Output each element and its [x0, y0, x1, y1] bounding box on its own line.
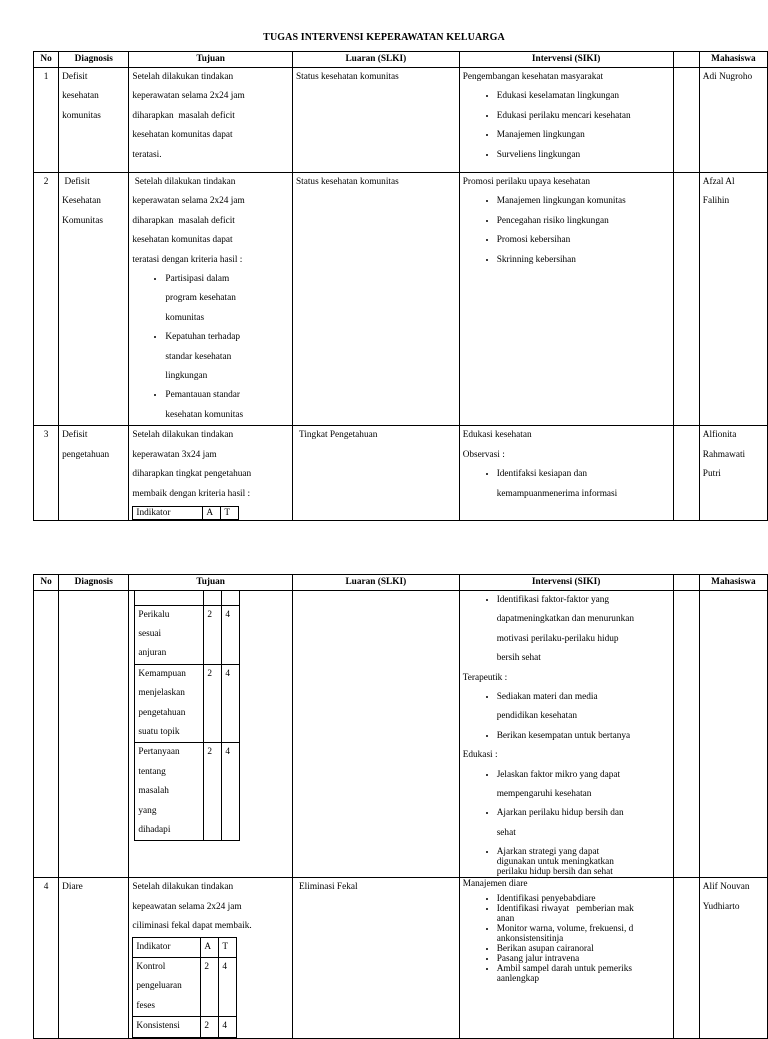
- indicator-row: [135, 605, 240, 664]
- list-item: [497, 924, 670, 944]
- list-item: [497, 954, 670, 964]
- luaran-text: Status kesehatan komunitas: [295, 177, 399, 187]
- blank-cell: [673, 68, 699, 173]
- blank-cell: [673, 426, 699, 521]
- indicator-header-row: [133, 937, 237, 957]
- indicator-line: dihadapi: [138, 824, 171, 835]
- indicator-a: 2: [201, 957, 219, 1016]
- indicator-line: Konsistensi: [136, 1021, 180, 1032]
- tujuan-line: diharapkan tingkat pengetahuan: [132, 469, 252, 480]
- list-item: • Edukasi perilaku mencari kesehatan: [497, 107, 670, 126]
- tujuan-line: keperawatan selama 2x24 jam: [132, 91, 245, 102]
- indicator-line: anjuran: [138, 648, 167, 659]
- list-line: • Identifikasi faktor-faktor yang: [496, 595, 610, 605]
- terapeutik-list: [463, 688, 670, 746]
- mahasiswa-cell: [699, 173, 767, 426]
- mahasiswa-cell: [699, 591, 767, 878]
- tujuan-line: kesehatan komunitas dapat: [132, 235, 233, 246]
- table-row: [34, 68, 768, 173]
- intervensi-list: [463, 465, 670, 504]
- indicator-name: [133, 1017, 201, 1037]
- indicator-table: [134, 591, 240, 842]
- tujuan-line: diharapkan masalah deficit: [132, 215, 235, 226]
- intervention-table-page1: [33, 51, 768, 521]
- tujuan-cell: [129, 878, 293, 1038]
- diagnosis-cell: [59, 173, 129, 426]
- tujuan-line: Setelah dilakukan tindakan: [132, 430, 234, 441]
- indicator-row: [133, 957, 237, 1016]
- tujuan-cell: [129, 426, 293, 521]
- luaran-cell: [292, 173, 459, 426]
- list-item: • Edukasi keselamatan lingkungan: [497, 87, 670, 106]
- row-number: 4: [34, 878, 59, 1038]
- indicator-line: suatu topik: [138, 726, 180, 737]
- indicator-name: [135, 605, 204, 664]
- edukasi-list: [463, 766, 670, 844]
- observasi-list: [463, 591, 670, 669]
- tujuan-line: Setelah dilakukan tindakan: [132, 72, 234, 82]
- diagnosis-cell: [59, 426, 129, 521]
- indicator-header: Indikator: [133, 506, 203, 519]
- list-line: • Berikan asupan cairanoral: [496, 944, 594, 955]
- intervensi-heading: Manajemen diare: [462, 879, 528, 890]
- list-line: aanlengkap: [496, 974, 540, 985]
- list-line: motivasi perilaku-perilaku hidup: [496, 633, 619, 644]
- tujuan-cell: [129, 68, 293, 173]
- tujuan-line: teratasi.: [132, 149, 162, 160]
- intervensi-cell: [459, 173, 673, 426]
- list-line: • Identifaksi kesiapan dan: [496, 469, 588, 480]
- list-item: [497, 944, 670, 954]
- list-line: kesehatan komunitas: [165, 409, 244, 420]
- luaran-text: Tingkat Pengetahuan: [298, 430, 378, 441]
- luaran-cell: [292, 68, 459, 173]
- table-row-continuation: [34, 591, 768, 878]
- list-line: sehat: [496, 827, 516, 838]
- indicator-name: [135, 743, 204, 841]
- terapeutik-label: Terapeutik :: [462, 672, 508, 683]
- intervensi-heading: Promosi perilaku upaya kesehatan: [462, 177, 590, 187]
- mahasiswa-name-line: Alif Nouvan: [702, 882, 750, 893]
- indicator-header: A: [203, 506, 221, 519]
- list-line: digunakan untuk meningkatkan: [496, 857, 614, 868]
- blank-cell: [673, 173, 699, 426]
- header-blank: [673, 52, 699, 68]
- indicator-t: 4: [222, 605, 240, 664]
- indicator-row: [133, 1017, 237, 1037]
- indicator-header: A: [201, 937, 219, 957]
- header-mahasiswa: Mahasiswa: [699, 52, 767, 68]
- intervention-table-page2: [33, 574, 768, 1039]
- diagnosis-line: pengetahuan: [62, 449, 110, 460]
- list-line: program kesehatan: [165, 293, 236, 304]
- header-no: No: [34, 575, 59, 591]
- diagnosis-line: Kesehatan: [62, 196, 101, 207]
- list-line: • Berikan kesempatan untuk bertanya: [496, 730, 631, 741]
- diagnosis-line: Diare: [62, 882, 83, 893]
- indicator-name: [133, 957, 201, 1016]
- tujuan-line: kepeawatan selama 2x24 jam: [132, 901, 242, 912]
- tujuan-line: Setelah dilakukan tindakan: [132, 177, 236, 187]
- row-number: 2: [34, 173, 59, 426]
- list-item: [497, 964, 670, 984]
- list-line: • Sediakan materi dan media: [496, 692, 598, 703]
- intervensi-cell: [459, 68, 673, 173]
- indicator-line: Kontrol: [136, 961, 166, 972]
- mahasiswa-name-line: Rahmawati: [702, 449, 746, 460]
- indicator-line: masalah: [138, 786, 169, 797]
- mahasiswa-name-line: Alfionita: [702, 430, 737, 441]
- mahasiswa-name-line: Yudhiarto: [702, 901, 740, 912]
- diagnosis-line: kesehatan: [62, 91, 99, 102]
- intervensi-cell: [459, 878, 673, 1038]
- table-header-row: [34, 52, 768, 68]
- indicator-line: sesuai: [138, 628, 162, 639]
- luaran-cell: [292, 426, 459, 521]
- diagnosis-line: Defisit: [62, 177, 90, 187]
- intervensi-cell: [459, 591, 673, 878]
- intervensi-list: [463, 894, 670, 984]
- list-item: • Pencegahan risiko lingkungan: [497, 212, 670, 231]
- indicator-row: [135, 664, 240, 743]
- diagnosis-cell: [59, 878, 129, 1038]
- list-line: • Pemantauan standar: [165, 390, 241, 401]
- tujuan-line: membaik dengan kriteria hasil :: [132, 488, 251, 499]
- diagnosis-cell: [59, 68, 129, 173]
- list-line: komunitas: [165, 312, 205, 323]
- diagnosis-line: Komunitas: [62, 215, 103, 226]
- luaran-cell: [292, 878, 459, 1038]
- table-row: [34, 426, 768, 521]
- indicator-line: Perikalu: [138, 609, 170, 620]
- list-item: • Skrinning kebersihan: [497, 251, 670, 270]
- list-line: • Pasang jalur intravena: [496, 954, 580, 965]
- mahasiswa-cell: [699, 426, 767, 521]
- list-line: mempengaruhi kesehatan: [496, 789, 592, 800]
- indicator-line: Pertanyaan: [138, 747, 180, 758]
- list-line: • Identifikasi penyebabdiare: [496, 894, 596, 905]
- list-line: standar kesehatan: [165, 351, 232, 362]
- list-line: perilaku hidup bersih dan sehat: [496, 867, 613, 878]
- diagnosis-cell: [59, 591, 129, 878]
- indicator-header: Indikator: [133, 937, 201, 957]
- list-line: • Monitor warna, volume, frekuensi, d: [496, 924, 634, 935]
- mahasiswa-name-line: Falihin: [702, 196, 730, 207]
- indicator-table: [132, 506, 239, 520]
- indicator-line: feses: [136, 1000, 155, 1011]
- list-line: • Jelaskan faktor mikro yang dapat: [496, 769, 621, 780]
- tujuan-line: teratasi dengan kriteria hasil :: [132, 254, 243, 265]
- list-item: • Manajemen lingkungan: [497, 126, 670, 145]
- header-blank: [673, 575, 699, 591]
- indicator-a: 2: [201, 1017, 219, 1037]
- list-line: • Ajarkan perilaku hidup bersih dan: [496, 808, 624, 819]
- intervensi-heading: Edukasi kesehatan: [462, 430, 532, 441]
- list-item: [497, 894, 670, 904]
- luaran-cell: [292, 591, 459, 878]
- indicator-header: T: [219, 937, 237, 957]
- list-item: [497, 904, 670, 924]
- indicator-row: [135, 743, 240, 841]
- row-number: 3: [34, 426, 59, 521]
- indicator-line: pengetahuan: [138, 707, 186, 718]
- list-item: • Manajemen lingkungan komunitas: [497, 192, 670, 211]
- header-no: No: [34, 52, 59, 68]
- indicator-table: [132, 937, 237, 1038]
- list-item: • Promosi kebersihan: [497, 231, 670, 250]
- luaran-text: Eliminasi Fekal: [298, 882, 358, 893]
- list-item: [497, 766, 670, 805]
- list-line: • Kepatuhan terhadap: [165, 332, 241, 343]
- list-item: [497, 727, 670, 746]
- list-line: ankonsistensitinja: [496, 934, 564, 945]
- indicator-line: Kemampuan: [138, 668, 186, 679]
- indicator-line: menjelaskan: [138, 688, 185, 699]
- list-item: [497, 688, 670, 727]
- indicator-a: 2: [204, 743, 222, 841]
- mahasiswa-name-line: Putri: [702, 469, 721, 480]
- luaran-text: Status kesehatan komunitas: [295, 72, 399, 82]
- list-item: [497, 591, 670, 669]
- table-header-row: [34, 575, 768, 591]
- indicator-line: yang: [138, 805, 157, 816]
- indicator-t: 4: [219, 1017, 237, 1037]
- indicator-name: [135, 664, 204, 743]
- header-mahasiswa: Mahasiswa: [699, 575, 767, 591]
- list-line: lingkungan: [165, 371, 208, 382]
- tujuan-cell: [129, 591, 293, 878]
- header-tujuan: Tujuan: [129, 52, 293, 68]
- header-diagnosis: Diagnosis: [59, 575, 129, 591]
- intervensi-heading: Pengembangan kesehatan masyarakat: [462, 72, 604, 82]
- kriteria-list: [132, 270, 289, 425]
- observasi-label: Observasi :: [462, 449, 505, 460]
- intervensi-list: [463, 87, 670, 165]
- mahasiswa-cell: [699, 878, 767, 1038]
- list-item: [165, 328, 289, 386]
- indicator-line: pengeluaran: [136, 981, 182, 992]
- blank-cell: [673, 591, 699, 878]
- header-intervensi: Intervensi (SIKI): [459, 52, 673, 68]
- row-number: 1: [34, 68, 59, 173]
- indicator-line: tentang: [138, 766, 166, 777]
- indicator-t: 4: [222, 664, 240, 743]
- header-luaran: Luaran (SLKI): [292, 575, 459, 591]
- intervensi-list: [463, 192, 670, 270]
- diagnosis-line: Defisit: [62, 430, 88, 441]
- header-diagnosis: Diagnosis: [59, 52, 129, 68]
- indicator-t: 4: [222, 743, 240, 841]
- list-line: dapatmeningkatkan dan menurunkan: [496, 614, 635, 625]
- tujuan-line: keperawatan 3x24 jam: [132, 449, 217, 460]
- list-line: anan: [496, 914, 515, 925]
- diagnosis-line: komunitas: [62, 110, 101, 121]
- mahasiswa-name: Adi Nugroho: [702, 72, 753, 82]
- tujuan-line: diharapkan masalah deficit: [132, 110, 235, 121]
- list-item: [165, 270, 289, 328]
- list-item: [497, 847, 670, 877]
- list-item: [497, 804, 670, 843]
- indicator-header: T: [221, 506, 239, 519]
- row-number: [34, 591, 59, 878]
- list-line: • Ajarkan strategi yang dapat: [496, 847, 600, 858]
- indicator-t: 4: [219, 957, 237, 1016]
- list-item: [165, 386, 289, 425]
- diagnosis-line: Defisit: [62, 72, 88, 82]
- list-line: • Ambil sampel darah untuk pemeriks: [496, 964, 632, 975]
- edukasi-label: Edukasi :: [462, 750, 498, 761]
- indicator-a: 2: [204, 605, 222, 664]
- table-row: [34, 173, 768, 426]
- table-row: [34, 878, 768, 1038]
- intervensi-cell: [459, 426, 673, 521]
- list-line: • Partisipasi dalam: [165, 274, 230, 285]
- document-title: TUGAS INTERVENSI KEPERAWATAN KELUARGA: [263, 32, 505, 43]
- list-item: [497, 465, 670, 504]
- list-item: • Surveliens lingkungan: [497, 146, 670, 165]
- header-tujuan: Tujuan: [129, 575, 293, 591]
- tujuan-line: keperawatan selama 2x24 jam: [132, 196, 245, 207]
- list-line: bersih sehat: [496, 653, 541, 664]
- tujuan-line: kesehatan komunitas dapat: [132, 130, 233, 141]
- header-luaran: Luaran (SLKI): [292, 52, 459, 68]
- indicator-a: 2: [204, 664, 222, 743]
- tujuan-line: ciliminasi fekal dapat membaik.: [132, 921, 252, 932]
- list-line: • Identifikasi riwayat pemberian mak: [496, 904, 634, 915]
- list-line: kemampuanmenerima informasi: [496, 488, 618, 499]
- indicator-header-row: [133, 506, 239, 519]
- blank-cell: [673, 878, 699, 1038]
- tujuan-line: Setelah dilakukan tindakan: [132, 882, 234, 893]
- mahasiswa-name-line: Afzal Al: [702, 177, 735, 187]
- indicator-row: [135, 591, 240, 606]
- tujuan-cell: [129, 173, 293, 426]
- list-line: pendidikan kesehatan: [496, 711, 577, 722]
- edukasi-list-tight: [463, 847, 670, 877]
- mahasiswa-cell: [699, 68, 767, 173]
- header-intervensi: Intervensi (SIKI): [459, 575, 673, 591]
